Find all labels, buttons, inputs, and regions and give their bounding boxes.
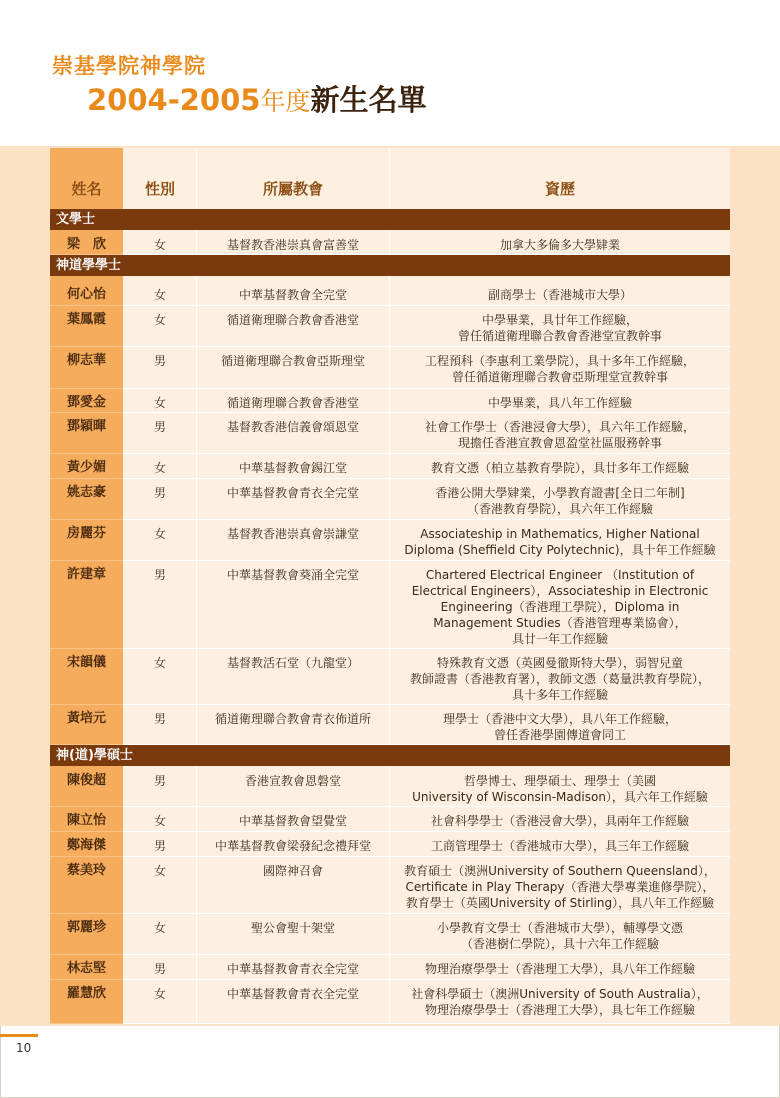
- experience-cell: 教育碩士（澳洲University of Southern Queensland）， Certificate in Play Therapy（香港大學專業進修學院）， 教育學士（英國University of Stirling），具八年工作經驗: [404, 864, 716, 910]
- student-name: 宋韻儀: [66, 655, 106, 670]
- table-row: [50, 832, 730, 857]
- gender-cell: 女: [153, 288, 166, 302]
- experience-cell: 工商管理學士（香港城市大學），具三年工作經驗: [430, 839, 689, 853]
- table-row: [50, 914, 730, 955]
- experience-cell: 工程預科（李惠利工業學院），具十多年工作經驗， 曾任循道衛理聯合教會亞斯理堂宣教幹事: [424, 354, 695, 384]
- section-header: 神道學學士: [50, 255, 730, 276]
- gender-cell: 女: [153, 461, 166, 475]
- student-table: [50, 148, 730, 1024]
- gender-cell: 男: [153, 486, 166, 500]
- table-row: [50, 413, 730, 454]
- experience-cell: 中學畢業，具八年工作經驗: [487, 396, 632, 410]
- table-row: [50, 649, 730, 705]
- student-name: 何心怡: [66, 287, 106, 302]
- church-cell: 基督教活石堂（九龍堂）: [226, 656, 359, 670]
- gender-cell: 男: [153, 774, 166, 788]
- student-name: 黃培元: [66, 711, 106, 726]
- gender-cell: 男: [153, 354, 166, 368]
- experience-cell: Chartered Electrical Engineer （Institution of Electrical Engineers），Associateship in Electronic Engineering（香港理工學院），Diploma in Management Studies（香港管理專業協會）， 具廿一年工作經驗: [411, 568, 709, 646]
- table-row: [50, 955, 730, 980]
- gender-cell: 男: [153, 712, 166, 726]
- table-row: [50, 281, 730, 306]
- student-name: 葉鳳霞: [66, 312, 106, 327]
- student-name: 林志堅: [66, 961, 106, 976]
- church-cell: 中華基督教會青衣全完堂: [226, 962, 359, 976]
- experience-cell: 教育文憑（柏立基教育學院），具廿多年工作經驗: [430, 461, 689, 475]
- title-text: 新生名單: [310, 83, 427, 117]
- student-name: 鄭海傑: [66, 838, 106, 853]
- student-name: 梁 欣: [66, 237, 106, 252]
- page-title: [87, 78, 427, 119]
- student-name: 鄧穎暉: [66, 419, 106, 434]
- year-range: 2004-2005: [87, 83, 261, 117]
- church-cell: 中華基督教會青衣全完堂: [226, 486, 359, 500]
- student-name: 黃少媚: [66, 460, 106, 475]
- church-cell: 循道衛理聯合教會香港堂: [226, 313, 359, 327]
- experience-cell: 哲學博士、理學碩士、理學士（美國 University of Wisconsin-Madison），具六年工作經驗: [412, 774, 708, 804]
- experience-cell: 香港公開大學肄業，小學教育證書[全日二年制] （香港教育學院），具六年工作經驗: [435, 486, 685, 516]
- experience-cell: 小學教育文學士（香港城市大學），輔導學文憑 （香港樹仁學院），具十六年工作經驗: [436, 921, 683, 951]
- experience-cell: 理學士（香港中文大學），具八年工作經驗， 曾任香港學園傳道會同工: [442, 712, 677, 742]
- church-cell: 中華基督教會青衣全完堂: [226, 987, 359, 1001]
- footer-accent-line: [0, 1034, 38, 1037]
- experience-cell: Associateship in Mathematics, Higher National Diploma (Sheffield City Polytechnic)，具十年工作經驗: [404, 527, 716, 557]
- student-name: 姚志豪: [66, 485, 106, 500]
- gender-cell: 女: [153, 396, 166, 410]
- gender-cell: 女: [153, 864, 166, 878]
- church-cell: 聖公會聖十架堂: [250, 921, 335, 935]
- header-name: 姓名: [71, 180, 102, 198]
- gender-cell: 女: [153, 814, 166, 828]
- gender-cell: 男: [153, 568, 166, 582]
- church-cell: 中華基督教會葵涌全完堂: [226, 568, 359, 582]
- experience-cell: 特殊教育文憑（英國曼徹斯特大學），弱智兒童 教師證書（香港教育署），教師文憑（葛量洪教育學院）， 具十多年工作經驗: [409, 656, 710, 702]
- gender-cell: 女: [153, 987, 166, 1001]
- header-experience: 資歷: [544, 180, 575, 198]
- row-divider: [50, 1023, 123, 1024]
- church-cell: 中華基督教會望覺堂: [238, 814, 347, 828]
- table-row: [50, 231, 730, 255]
- table-header: [50, 148, 730, 208]
- church-cell: 國際神召會: [262, 864, 323, 878]
- table-row: [50, 767, 730, 807]
- gender-cell: 女: [153, 313, 166, 327]
- church-cell: 中華基督教會錫江堂: [238, 461, 347, 475]
- gender-cell: 男: [153, 420, 166, 434]
- church-cell: 香港宣教會恩磐堂: [244, 774, 341, 788]
- gender-cell: 男: [153, 839, 166, 853]
- table-row: [50, 807, 730, 832]
- gender-cell: 女: [153, 527, 166, 541]
- header-gender: 性別: [144, 180, 175, 198]
- student-name: 柳志華: [66, 353, 106, 368]
- experience-cell: 社會科學碩士（澳洲University of South Australia）， 物理治療學學士（香港理工大學），具七年工作經驗: [411, 987, 709, 1017]
- section-header: 文學士: [50, 209, 730, 230]
- gender-cell: 女: [153, 921, 166, 935]
- church-cell: 循道衛理聯合教會青衣佈道所: [214, 712, 371, 726]
- student-name: 房麗芬: [66, 526, 106, 541]
- gender-cell: 女: [153, 238, 166, 252]
- year-suffix: 年度: [260, 87, 311, 116]
- page-number: 10: [16, 1041, 32, 1055]
- church-cell: 循道衛理聯合教會亞斯理堂: [220, 354, 365, 368]
- student-name: 郭麗珍: [66, 920, 106, 935]
- table-row: [50, 389, 730, 413]
- student-name: 陳俊超: [66, 773, 106, 788]
- church-cell: 中華基督教會全完堂: [238, 288, 347, 302]
- experience-cell: 中學畢業，具廿年工作經驗， 曾任循道衛理聯合教會香港堂宣教幹事: [457, 313, 662, 343]
- gender-cell: 男: [153, 962, 166, 976]
- table-row: [50, 520, 730, 561]
- student-name: 鄧愛金: [66, 395, 106, 410]
- student-name: 許建章: [66, 567, 106, 582]
- table-row: [50, 857, 730, 914]
- church-cell: 中華基督教會梁發紀念禮拜堂: [214, 839, 371, 853]
- table-row: [50, 705, 730, 745]
- experience-cell: 副商學士（香港城市大學）: [487, 288, 632, 302]
- church-cell: 基督教香港信義會頌恩堂: [226, 420, 359, 434]
- table-row: [50, 454, 730, 479]
- table-row: [50, 561, 730, 649]
- student-name: 羅慧欣: [66, 986, 106, 1001]
- church-cell: 基督教香港崇真會崇謙堂: [226, 527, 359, 541]
- gender-cell: 女: [153, 656, 166, 670]
- page-header: [0, 0, 780, 146]
- experience-cell: 社會工作學士（香港浸會大學），具六年工作經驗， 現擔任香港宣教會恩盈堂社區服務幹事: [424, 420, 695, 450]
- table-row: [50, 980, 730, 1024]
- row-divider: [123, 1023, 730, 1024]
- experience-cell: 加拿大多倫多大學肄業: [499, 238, 620, 252]
- section-header: 神(道)學碩士: [50, 745, 730, 766]
- table-row: [50, 306, 730, 347]
- church-cell: 基督教香港崇真會富善堂: [226, 238, 359, 252]
- experience-cell: 物理治療學學士（香港理工大學），具八年工作經驗: [424, 962, 695, 976]
- table-row: [50, 347, 730, 389]
- church-cell: 循道衛理聯合教會香港堂: [226, 396, 359, 410]
- student-name: 陳立怡: [66, 813, 106, 828]
- student-name: 蔡美玲: [66, 863, 106, 878]
- college-title: 崇基學院神學院: [52, 54, 206, 78]
- table-row: [50, 479, 730, 520]
- experience-cell: 社會科學學士（香港浸會大學），具兩年工作經驗: [430, 814, 689, 828]
- header-church: 所屬教會: [262, 180, 323, 198]
